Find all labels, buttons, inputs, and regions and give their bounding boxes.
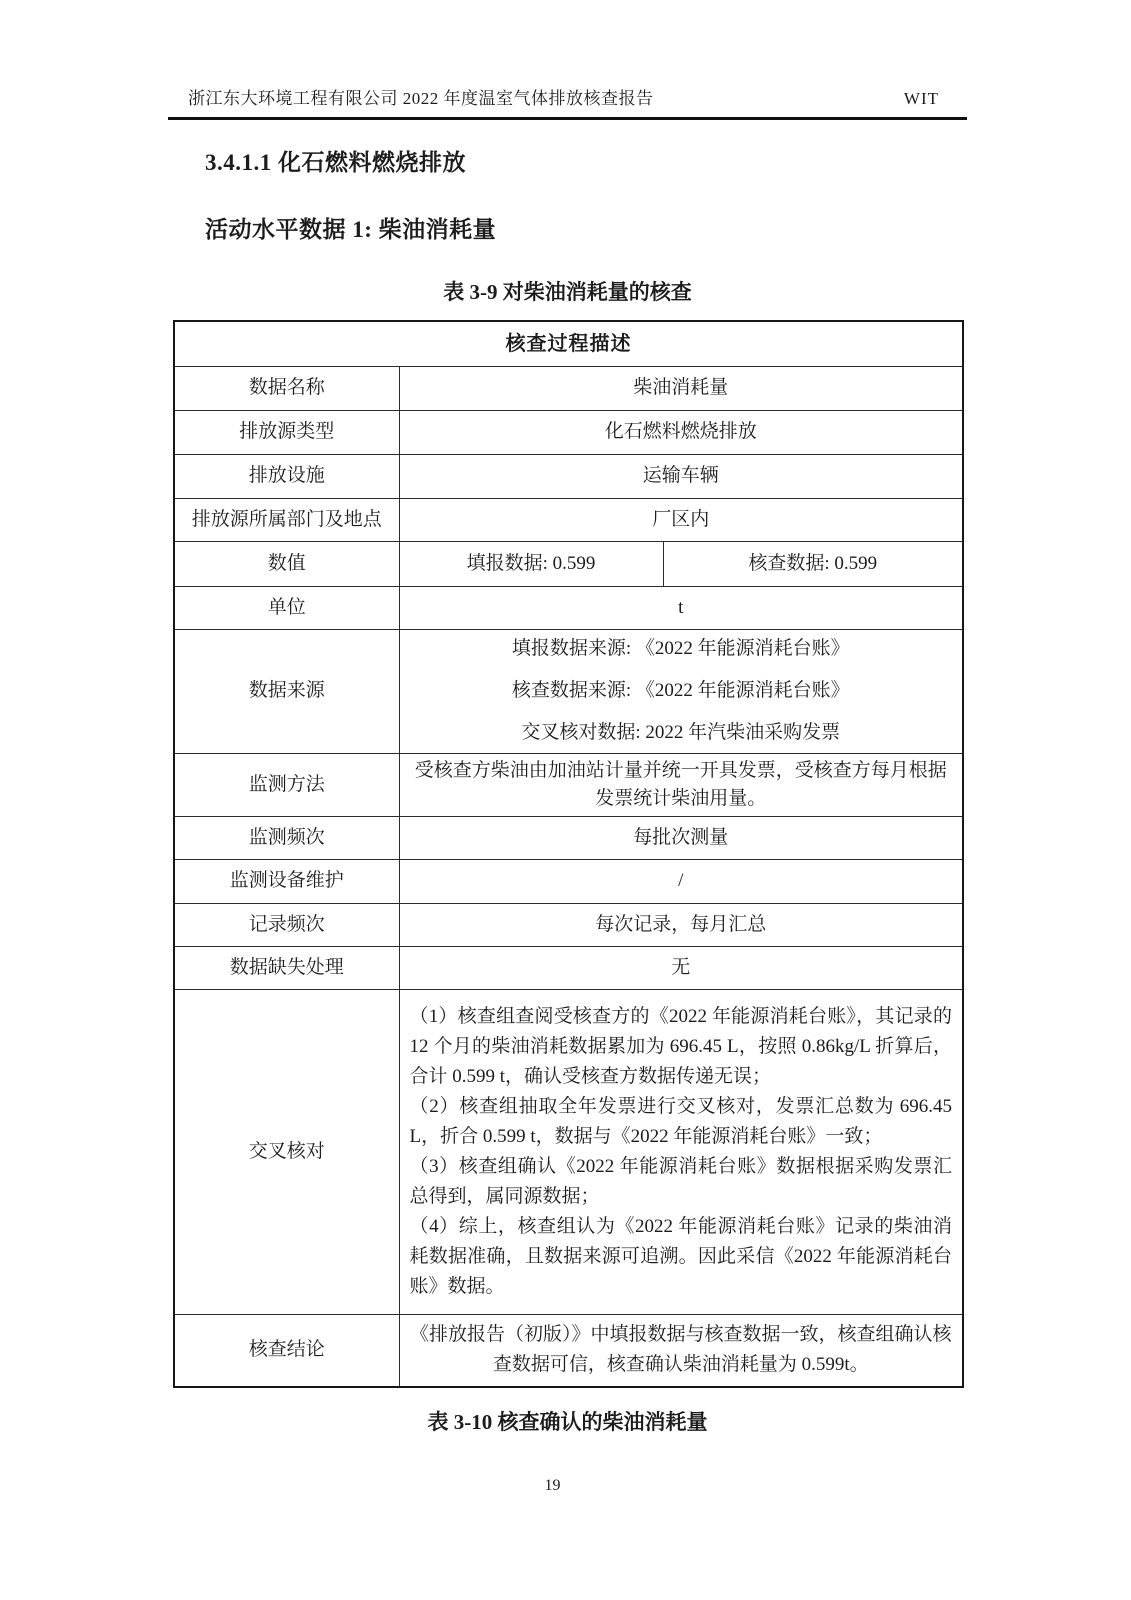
running-header-logo-text: WIT [903,89,939,108]
table-row [174,541,963,586]
row-value-record-frequency: 每次记录，每月汇总 [399,903,963,946]
row-value-data-name: 柴油消耗量 [399,366,963,410]
row-value-cross-check [399,989,963,1314]
cross-check-paragraph: （4）综上，核查组认为《2022 年能源消耗台账》记录的柴油消耗数据准确，且数据来源可追溯。因此采信《2022 年能源消耗台账》数据。 [409,1215,953,1297]
row-label-cross-check: 交叉核对 [174,989,399,1314]
table-3-9-caption: 表 3-9 对柴油消耗量的核查 [443,280,692,304]
table-header-cell: 核查过程描述 [174,321,963,366]
row-value-source-type: 化石燃料燃烧排放 [399,410,963,454]
row-value-monitoring-method: 受核查方柴油由加油站计量并统一开具发票，受核查方每月根据发票统计柴油用量。 [399,753,963,816]
table-row [174,366,963,410]
row-label-data-source: 数据来源 [174,629,399,753]
cross-check-paragraph: （2）核查组抽取全年发票进行交叉核对，发票汇总数为 696.45 L，折合 0.599 t，数据与《2022 年能源消耗台账》一致； [409,1095,953,1147]
header-divider-rule [168,117,967,120]
table-row [174,816,963,859]
cross-check-paragraph: （1）核查组查阅受核查方的《2022 年能源消耗台账》，其记录的 12 个月的柴油消耗数据累加为 696.45 L，按照 0.86kg/L 折算后，合计 0.599 t，确认受核查方数据传递无误； [409,1005,953,1087]
table-row [174,498,963,541]
numeric-verified-value: 核查数据: 0.599 [663,541,963,586]
row-value-missing-data: 无 [399,946,963,989]
row-value-department: 厂区内 [399,498,963,541]
data-source-line: 交叉核对数据: 2022 年汽柴油采购发票 [521,722,841,743]
row-value-conclusion [399,1314,963,1387]
activity-data-heading: 活动水平数据 1: 柴油消耗量 [205,217,497,242]
data-source-line: 填报数据来源: 《2022 年能源消耗台账》 [511,638,850,659]
table-3-10-caption: 表 3-10 核查确认的柴油消耗量 [427,1410,708,1434]
table-row [174,903,963,946]
row-value-equipment-maintenance: / [399,859,963,903]
table-row [174,1314,963,1387]
table-row [174,859,963,903]
table-row [174,946,963,989]
row-label-conclusion: 核查结论 [174,1314,399,1387]
conclusion-text: 《排放报告（初版）》中填报数据与核查数据一致，核查组确认核查数据可信，核查确认柴油消耗量为 0.599t。 [410,1324,952,1376]
table-row [174,753,963,816]
table-row [174,321,963,366]
running-header-title: 浙江东大环境工程有限公司 2022 年度温室气体排放核查报告 [188,89,654,108]
verification-table [173,320,964,1388]
section-heading: 3.4.1.1 化石燃料燃烧排放 [205,150,466,175]
table-row [174,989,963,1314]
data-source-line: 核查数据来源: 《2022 年能源消耗台账》 [511,680,850,701]
row-label-facility: 排放设施 [174,454,399,498]
row-value-data-source [399,629,963,753]
row-label-monitoring-method: 监测方法 [174,753,399,816]
cross-check-paragraph: （3）核查组确认《2022 年能源消耗台账》数据根据采购发票汇总得到，属同源数据； [409,1155,953,1207]
row-value-facility: 运输车辆 [399,454,963,498]
row-label-record-frequency: 记录频次 [174,903,399,946]
table-row [174,454,963,498]
row-label-numeric: 数值 [174,541,399,586]
page-number: 19 [544,1477,561,1494]
row-label-equipment-maintenance: 监测设备维护 [174,859,399,903]
running-header [168,84,967,109]
table-row [174,629,963,753]
row-label-data-name: 数据名称 [174,366,399,410]
numeric-reported-value: 填报数据: 0.599 [399,541,663,586]
row-label-department: 排放源所属部门及地点 [174,498,399,541]
row-label-missing-data: 数据缺失处理 [174,946,399,989]
table-row [174,410,963,454]
row-value-unit: t [399,586,963,629]
row-label-unit: 单位 [174,586,399,629]
row-value-monitoring-frequency: 每批次测量 [399,816,963,859]
row-label-source-type: 排放源类型 [174,410,399,454]
table-row [174,586,963,629]
row-label-monitoring-frequency: 监测频次 [174,816,399,859]
